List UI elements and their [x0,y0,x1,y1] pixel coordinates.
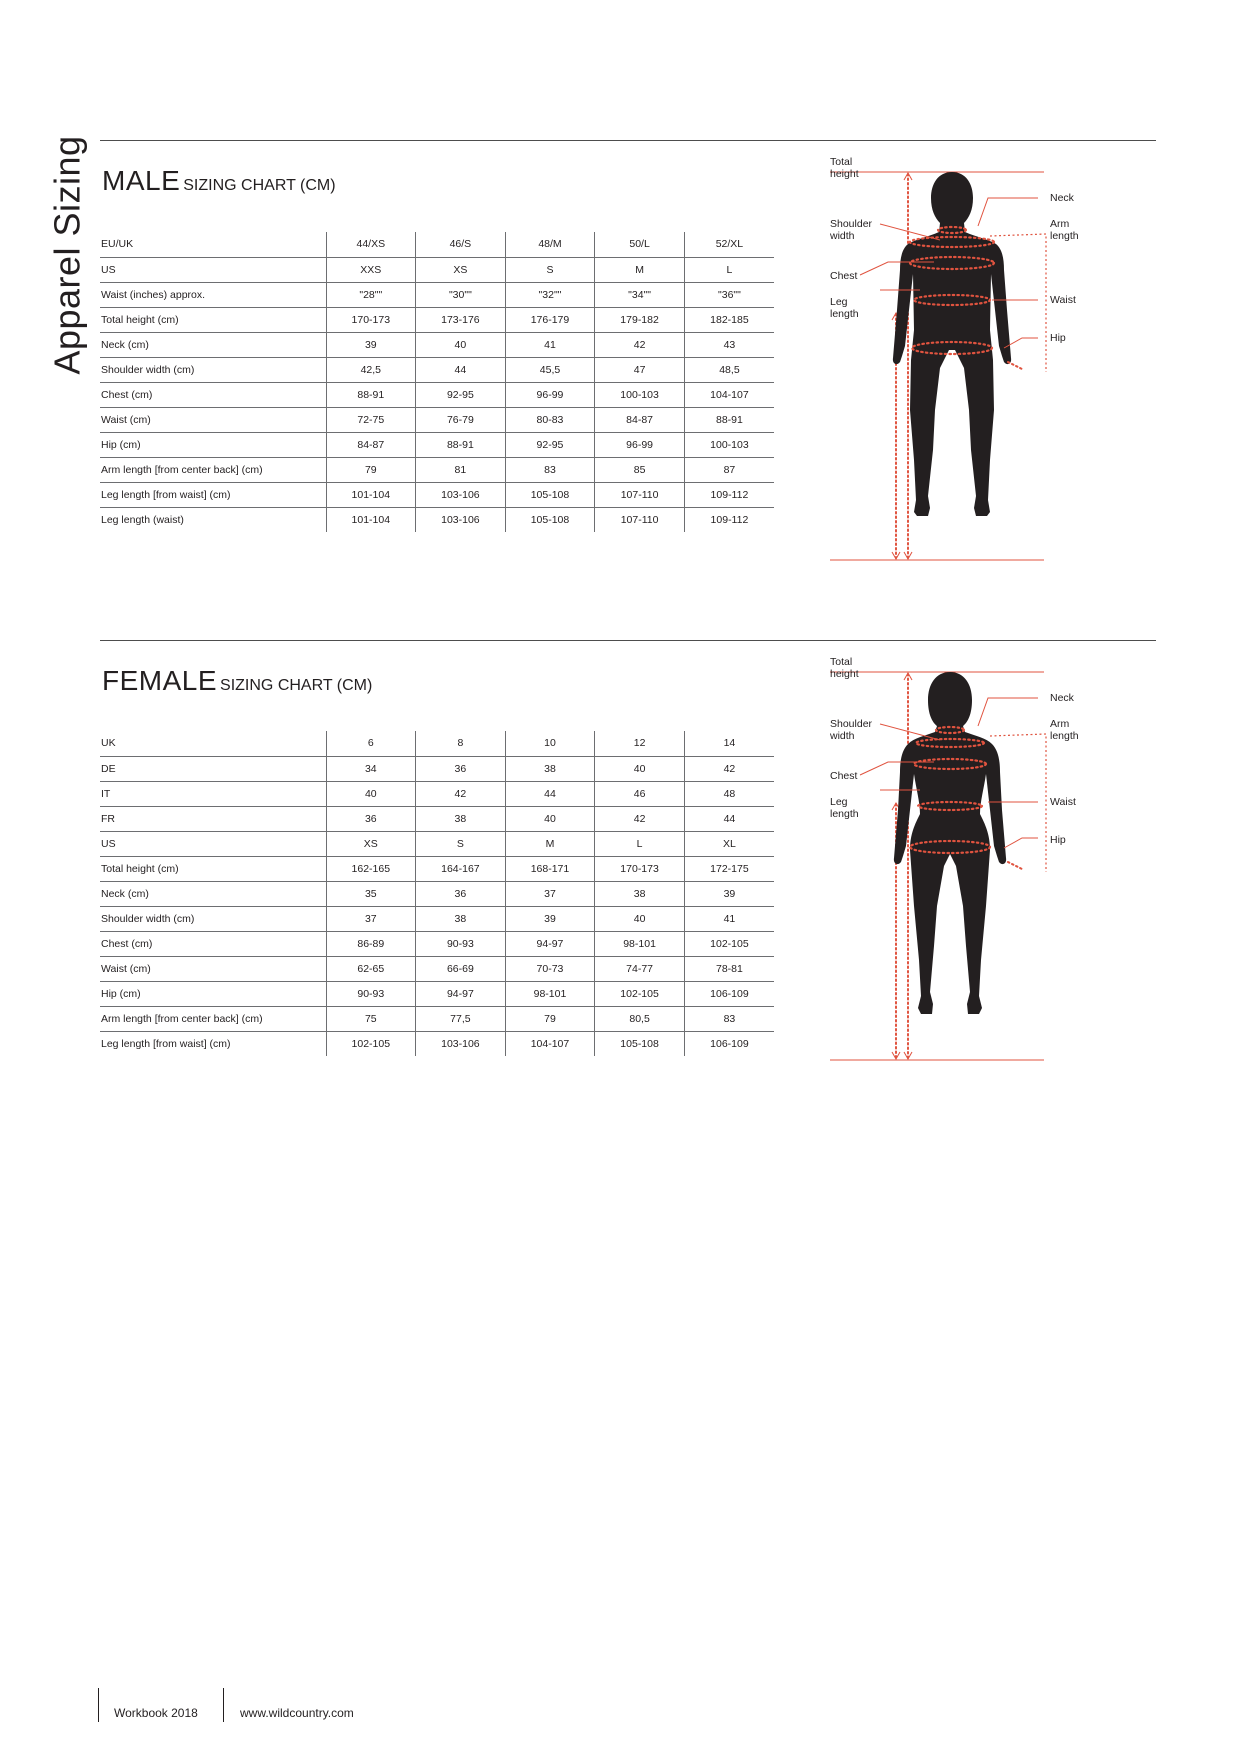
footer-workbook: Workbook 2018 [114,1706,198,1720]
size-cell: XL [684,831,774,856]
size-cell: 45,5 [505,357,595,382]
row-label: Arm length [from center back] (cm) [100,1006,326,1031]
row-label: Leg length (waist) [101,513,184,526]
female-sizing-table [100,731,774,1056]
size-cell: 77,5 [416,1006,506,1031]
size-cell: XS [416,257,506,282]
size-cell: 44/XS [326,232,416,257]
row-label: FR [100,806,326,831]
size-cell: 102-105 [326,1031,416,1056]
row-label: US [100,831,326,856]
table-row [100,507,774,532]
wrist-marker [1008,862,1024,870]
row-label: Chest (cm) [100,382,326,407]
table-row [100,956,774,981]
size-cell: 38 [416,806,506,831]
size-cell: 94-97 [416,981,506,1006]
table-row [100,332,774,357]
male-sizing-table [100,232,774,532]
size-cell: 85 [595,457,685,482]
row-label: Total height (cm) [100,307,326,332]
row-label: Waist (cm) [100,956,326,981]
row-label: Shoulder width (cm) [100,906,326,931]
size-cell: 98-101 [595,931,685,956]
leg-length-label: Leg length [830,796,859,820]
hip-leader [1004,838,1038,848]
size-cell: 170-173 [326,307,416,332]
male-chart-title [102,165,336,197]
size-cell: 75 [326,1006,416,1031]
size-cell: "30"" [416,282,506,307]
size-cell: 88-91 [326,382,416,407]
size-cell: 42 [595,332,685,357]
size-cell: 14 [684,731,774,756]
table-row [100,457,774,482]
size-cell: 170-173 [595,856,685,881]
size-cell: 41 [505,332,595,357]
size-cell: 107-110 [595,482,685,507]
size-cell: 34 [326,756,416,781]
female-measurement-figure [830,656,1110,1062]
male-subtitle: SIZING CHART (CM) [183,177,336,194]
table-row [100,981,774,1006]
side-title-text: Apparel Sizing [47,135,89,375]
size-cell: 38 [416,906,506,931]
size-cell: 84-87 [595,407,685,432]
table-row [100,931,774,956]
female-subtitle: SIZING CHART (CM) [220,677,373,694]
size-cell: "32"" [505,282,595,307]
size-cell: S [505,257,595,282]
size-cell: 40 [416,332,506,357]
size-cell: 50/L [595,232,685,257]
table-row [100,432,774,457]
size-cell: 92-95 [505,432,595,457]
size-cell: 72-75 [326,407,416,432]
size-cell: 164-167 [416,856,506,881]
table-row [100,856,774,881]
size-cell: 81 [416,457,506,482]
size-cell: M [595,257,685,282]
size-cell: 98-101 [505,981,595,1006]
size-cell: 104-107 [505,1031,595,1056]
size-cell: 42 [595,806,685,831]
size-cell: 88-91 [416,432,506,457]
size-cell: 74-77 [595,956,685,981]
size-cell: 103-106 [416,507,506,532]
size-cell: 92-95 [416,382,506,407]
row-label: Shoulder width (cm) [100,357,326,382]
size-cell: 48/M [505,232,595,257]
waist-label: Waist [1050,294,1076,306]
size-cell: 39 [326,332,416,357]
size-cell: 44 [416,357,506,382]
size-cell: 40 [326,781,416,806]
size-cell: 88-91 [684,407,774,432]
size-cell: 36 [416,881,506,906]
size-cell: 42,5 [326,357,416,382]
arm-length-label: Arm length [1050,218,1079,242]
leg-length-label: Leg length [830,296,859,320]
size-cell: 79 [505,1006,595,1031]
row-label: IT [100,781,326,806]
size-cell: 80-83 [505,407,595,432]
silhouette-icon [894,672,1006,1014]
size-cell: 35 [326,881,416,906]
size-cell: "34"" [595,282,685,307]
row-label: Leg length [from waist] (cm) [100,482,326,507]
size-cell: XXS [326,257,416,282]
chest-label: Chest [830,270,858,282]
table-row [100,482,774,507]
row-label: Total height (cm) [100,856,326,881]
size-cell: 70-73 [505,956,595,981]
row-label: UK [100,731,326,756]
size-cell: 101-104 [326,507,416,532]
size-cell: 46/S [416,232,506,257]
table-row [100,1006,774,1031]
size-cell: 106-109 [684,1031,774,1056]
table-row [100,232,774,257]
size-cell: "36"" [684,282,774,307]
size-cell: 40 [505,806,595,831]
body-silhouette [893,172,1011,516]
row-label: EU/UK [100,232,326,257]
size-cell: 104-107 [684,382,774,407]
size-cell: 107-110 [595,507,685,532]
footer-url: www.wildcountry.com [240,1706,354,1720]
row-label: DE [100,756,326,781]
shoulder-width-label: Shoulder width [830,718,873,742]
table-row [100,756,774,781]
chest-label: Chest [830,770,858,782]
size-cell: 102-105 [595,981,685,1006]
size-cell: 48 [684,781,774,806]
size-cell: 10 [505,731,595,756]
size-cell: 103-106 [416,482,506,507]
size-cell: 105-108 [595,1031,685,1056]
table-row [100,382,774,407]
shoulder-leader [880,224,940,240]
size-cell: 109-112 [684,507,774,532]
neck-leader [978,698,1038,726]
size-cell: 40 [595,756,685,781]
size-cell: 47 [595,357,685,382]
size-cell: M [505,831,595,856]
size-cell: 101-104 [326,482,416,507]
size-cell: 37 [326,906,416,931]
size-cell: 87 [684,457,774,482]
size-cell: 172-175 [684,856,774,881]
male-section-rule [100,140,1156,141]
total-height-label: Total height [830,156,859,180]
row-label: Arm length [from center back] (cm) [100,457,326,482]
size-cell: 90-93 [326,981,416,1006]
table-row [100,357,774,382]
size-cell: 52/XL [684,232,774,257]
size-cell: 66-69 [416,956,506,981]
neck-leader [978,198,1038,226]
size-cell: 90-93 [416,931,506,956]
size-cell: 36 [326,806,416,831]
table-row [100,881,774,906]
size-cell: 42 [416,781,506,806]
size-cell: 96-99 [505,382,595,407]
size-cell: S [416,831,506,856]
male-measurement-figure [830,156,1110,562]
size-cell: 80,5 [595,1006,685,1031]
hip-label: Hip [1050,332,1066,344]
female-title: FEMALE [102,665,218,696]
size-cell: 38 [595,881,685,906]
size-cell: L [595,831,685,856]
row-label: Hip (cm) [100,432,326,457]
size-cell: 12 [595,731,685,756]
size-cell: 96-99 [595,432,685,457]
size-cell: 39 [505,906,595,931]
size-cell: 84-87 [326,432,416,457]
table-row [100,257,774,282]
row-label: Neck (cm) [100,881,326,906]
footer-divider-right [223,1688,224,1722]
table-row [100,806,774,831]
size-cell: 102-105 [684,931,774,956]
row-label: Waist (cm) [100,407,326,432]
size-cell: 182-185 [684,307,774,332]
neck-label: Neck [1050,692,1074,704]
size-cell: 8 [416,731,506,756]
size-cell: "28"" [326,282,416,307]
row-label: US [100,257,326,282]
table-row [100,831,774,856]
size-cell: 38 [505,756,595,781]
size-cell: 37 [505,881,595,906]
size-cell: 162-165 [326,856,416,881]
size-cell: 103-106 [416,1031,506,1056]
hip-label: Hip [1050,834,1066,846]
row-label: Waist (inches) approx. [100,282,326,307]
size-cell: 105-108 [505,482,595,507]
female-section-rule [100,640,1156,641]
row-label: Neck (cm) [100,332,326,357]
size-cell: 83 [505,457,595,482]
shoulder-leader [880,724,940,740]
size-cell: 94-97 [505,931,595,956]
size-cell: 79 [326,457,416,482]
table-row [100,906,774,931]
size-cell: 43 [684,332,774,357]
size-cell: 48,5 [684,357,774,382]
size-cell: 176-179 [505,307,595,332]
size-cell: 100-103 [595,382,685,407]
table-row [100,1031,774,1056]
size-cell: 62-65 [326,956,416,981]
table-row [100,282,774,307]
size-cell: 36 [416,756,506,781]
size-cell: 6 [326,731,416,756]
size-cell: 109-112 [684,482,774,507]
arm-length-label: Arm length [1050,718,1079,742]
waist-label: Waist [1050,796,1076,808]
size-cell: 39 [684,881,774,906]
female-chart-title [102,665,372,697]
size-cell: 46 [595,781,685,806]
size-cell: 179-182 [595,307,685,332]
size-cell: 86-89 [326,931,416,956]
size-cell: 76-79 [416,407,506,432]
total-height-label: Total height [830,656,859,680]
size-cell: XS [326,831,416,856]
silhouette-icon [893,172,1011,516]
shoulder-width-label: Shoulder width [830,218,873,242]
size-cell: 106-109 [684,981,774,1006]
row-label: Chest (cm) [100,931,326,956]
row-label: Leg length [from waist] (cm) [101,1037,231,1050]
table-row [100,781,774,806]
footer-divider-left [98,1688,99,1722]
wrist-marker [1008,362,1024,370]
table-row [100,731,774,756]
table-row [100,407,774,432]
size-cell: 42 [684,756,774,781]
size-cell: 83 [684,1006,774,1031]
neck-label: Neck [1050,192,1074,204]
size-cell: 40 [595,906,685,931]
size-cell: 105-108 [505,507,595,532]
size-cell: 173-176 [416,307,506,332]
size-cell: 78-81 [684,956,774,981]
male-title: MALE [102,165,181,196]
size-cell: 44 [505,781,595,806]
size-cell: L [684,257,774,282]
table-row [100,307,774,332]
size-cell: 168-171 [505,856,595,881]
size-cell: 41 [684,906,774,931]
size-cell: 100-103 [684,432,774,457]
size-cell: 44 [684,806,774,831]
row-label: Hip (cm) [100,981,326,1006]
body-silhouette [894,672,1006,1014]
